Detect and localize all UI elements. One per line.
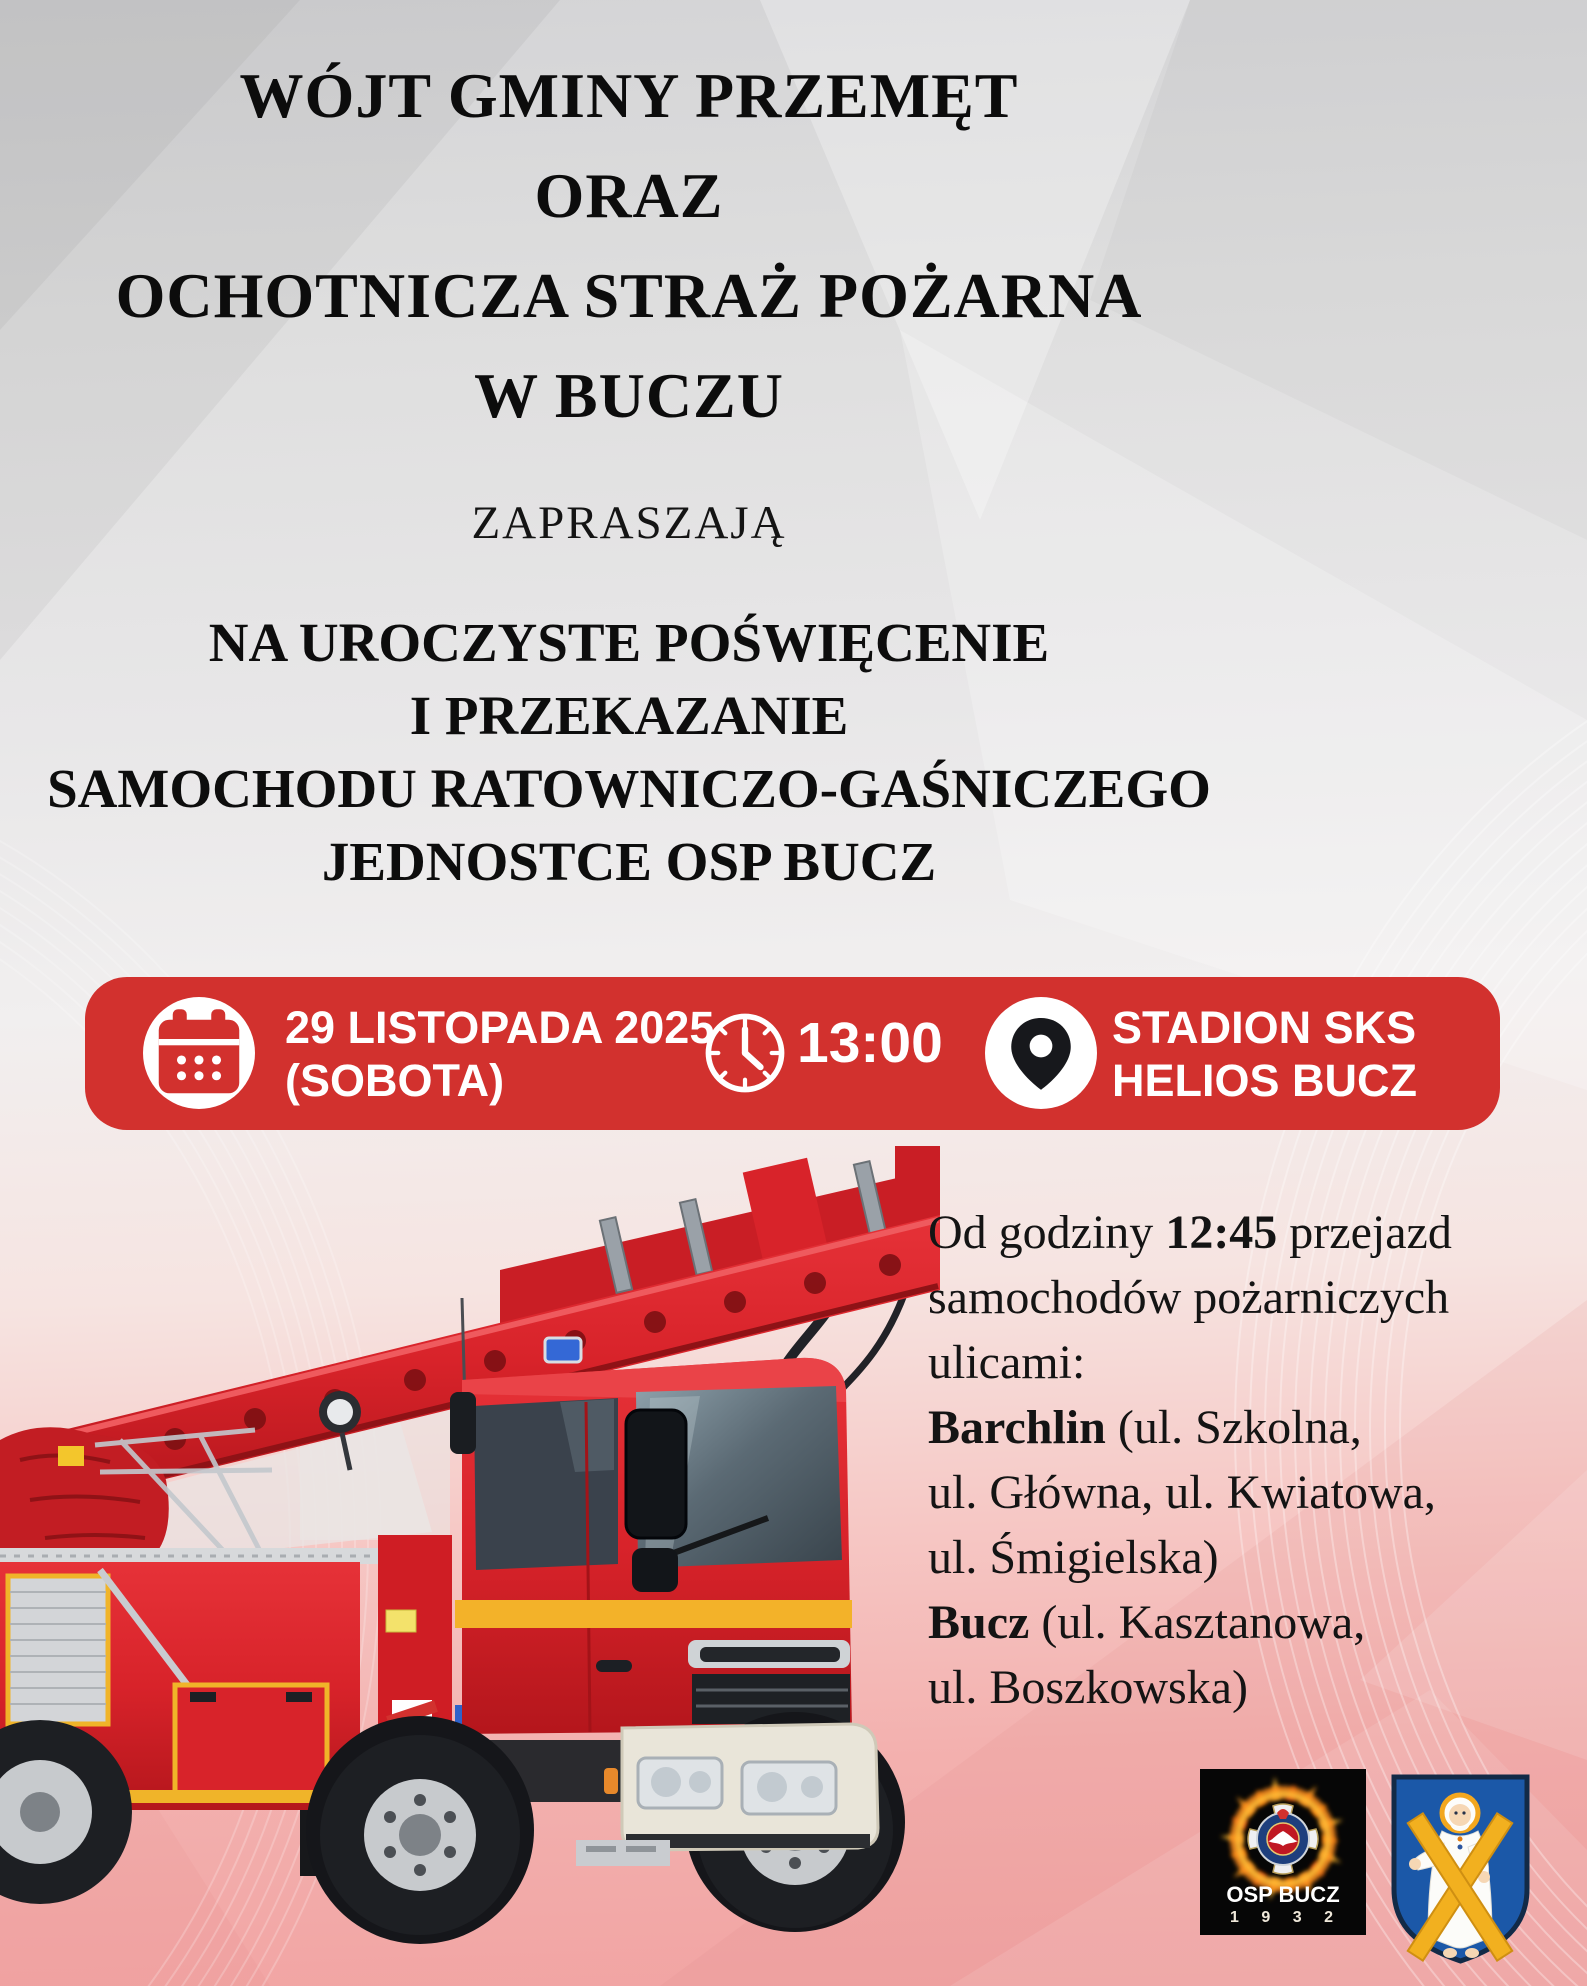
location-line-2: HELIOS BUCZ — [1112, 1055, 1418, 1106]
fire-truck-photo — [0, 1140, 940, 1986]
invitation-line: SAMOCHODU RATOWNICZO-GAŚNICZEGO — [47, 758, 1211, 819]
title-line: WÓJT GMINY PRZEMĘT — [239, 60, 1019, 131]
event-location — [1112, 1001, 1417, 1107]
location-line-1: STADION SKS — [1112, 1002, 1417, 1053]
route-line: Od godziny 12:45 przejazd — [928, 1206, 1452, 1259]
title-line: W BUCZU — [474, 360, 784, 431]
invitation-line: NA UROCZYSTE POŚWIĘCENIE — [208, 612, 1050, 673]
przemet-coat-of-arms — [1388, 1771, 1533, 1967]
title-line: ORAZ — [534, 160, 724, 231]
event-banner — [85, 977, 1500, 1130]
route-line: Bucz (ul. Kasztanowa, — [928, 1596, 1366, 1649]
invitation-line: I PRZEKAZANIE — [409, 685, 849, 746]
osp-logo-name: OSP BUCZ — [1226, 1882, 1340, 1907]
route-line: ul. Główna, ul. Kwiatowa, — [928, 1466, 1436, 1519]
osp-logo-year: 1 9 3 2 — [1230, 1909, 1342, 1926]
date-line-2: (SOBOTA) — [285, 1055, 505, 1106]
invitation-line: JEDNOSTCE OSP BUCZ — [321, 831, 937, 892]
route-line: ulicami: — [928, 1336, 1086, 1389]
page-title — [0, 46, 1258, 446]
route-line: ul. Śmigielska) — [928, 1531, 1219, 1584]
clock-icon — [700, 1008, 790, 1098]
calendar-icon — [143, 997, 255, 1109]
invitation-text — [0, 606, 1258, 898]
title-line: OCHOTNICZA STRAŻ POŻARNA — [115, 260, 1143, 331]
event-time: 13:00 — [797, 1011, 943, 1075]
route-info — [928, 1200, 1528, 1720]
event-date — [285, 1001, 714, 1107]
location-pin-icon — [985, 997, 1097, 1109]
route-line: ul. Boszkowska) — [928, 1661, 1248, 1714]
route-line: Barchlin (ul. Szkolna, — [928, 1401, 1362, 1454]
date-line-1: 29 LISTOPADA 2025 — [285, 1002, 715, 1053]
route-line: samochodów pożarniczych — [928, 1271, 1450, 1324]
osp-bucz-logo — [1200, 1769, 1366, 1935]
subtitle-zapraszaja: ZAPRASZAJĄ — [471, 497, 787, 549]
